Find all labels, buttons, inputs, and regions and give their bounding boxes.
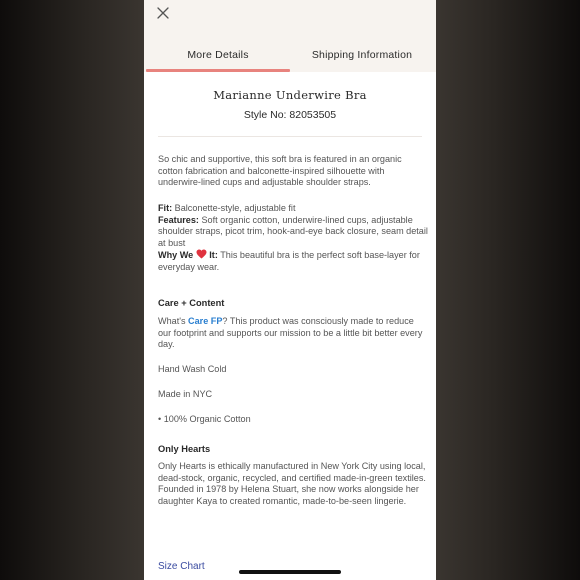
fit-text: Balconette-style, adjustable fit (172, 203, 296, 213)
made-in: Made in NYC (158, 389, 213, 399)
product-attributes (158, 203, 428, 274)
home-indicator[interactable] (239, 570, 341, 574)
tab-more-details[interactable]: More Details (187, 49, 249, 61)
features-label: Features: (158, 214, 199, 225)
style-number: Style No: 82053505 (243, 109, 337, 121)
details-sheet (144, 0, 436, 580)
background-right (436, 0, 580, 580)
background-left (0, 0, 144, 580)
product-title: Marianne Underwire Bra (213, 88, 367, 102)
care-fp-link[interactable]: Care FP (188, 316, 223, 326)
care-wash: Hand Wash Cold (158, 364, 227, 374)
features-text: Soft organic cotton, underwire-lined cups, adjustable shoulder straps, picot trim, hook-and-eye back closure, seam detail at bust (158, 214, 428, 248)
divider (158, 136, 422, 137)
care-content-heading: Care + Content (158, 298, 225, 308)
sheet-header (144, 0, 436, 72)
care-description (158, 316, 428, 351)
tab-shipping-information[interactable]: Shipping Information (311, 49, 413, 61)
size-chart-link[interactable]: Size Chart (158, 561, 205, 572)
heart-icon (196, 249, 207, 259)
care-prefix: What's (158, 316, 189, 326)
product-description: So chic and supportive, this soft bra is featured in an organic cotton fabrication and balconette-inspired silhouette with underwire-lined cups and adjustable shoulder straps. (158, 154, 402, 188)
why-label (158, 250, 218, 260)
care-suffix: ? This product was consciously made to reduce our footprint and supports our mission to be a little bit better every day. (158, 316, 423, 350)
fit-line (158, 203, 428, 215)
active-tab-indicator (146, 69, 290, 72)
close-icon (155, 5, 171, 21)
why-text: This beautiful bra is the perfect soft base-layer for everyday wear. (158, 250, 420, 272)
close-button[interactable] (155, 5, 171, 21)
features-line (158, 215, 428, 250)
why-line (158, 249, 428, 273)
material: • 100% Organic Cotton (158, 414, 251, 424)
why-label-end: It: (206, 250, 218, 261)
fit-label: Fit: (158, 203, 173, 213)
why-label-start: Why We (158, 250, 196, 261)
brand-description: Only Hearts is ethically manufactured in New York City using local, dead-stock, organic, recycled, and certified made-in-green textiles. Founded in 1978 by Helena Stuart, she now works alongside her daughter Kaya to created romantic, made-to-be-seen lingerie. (158, 461, 426, 506)
brand-heading: Only Hearts (158, 444, 211, 454)
